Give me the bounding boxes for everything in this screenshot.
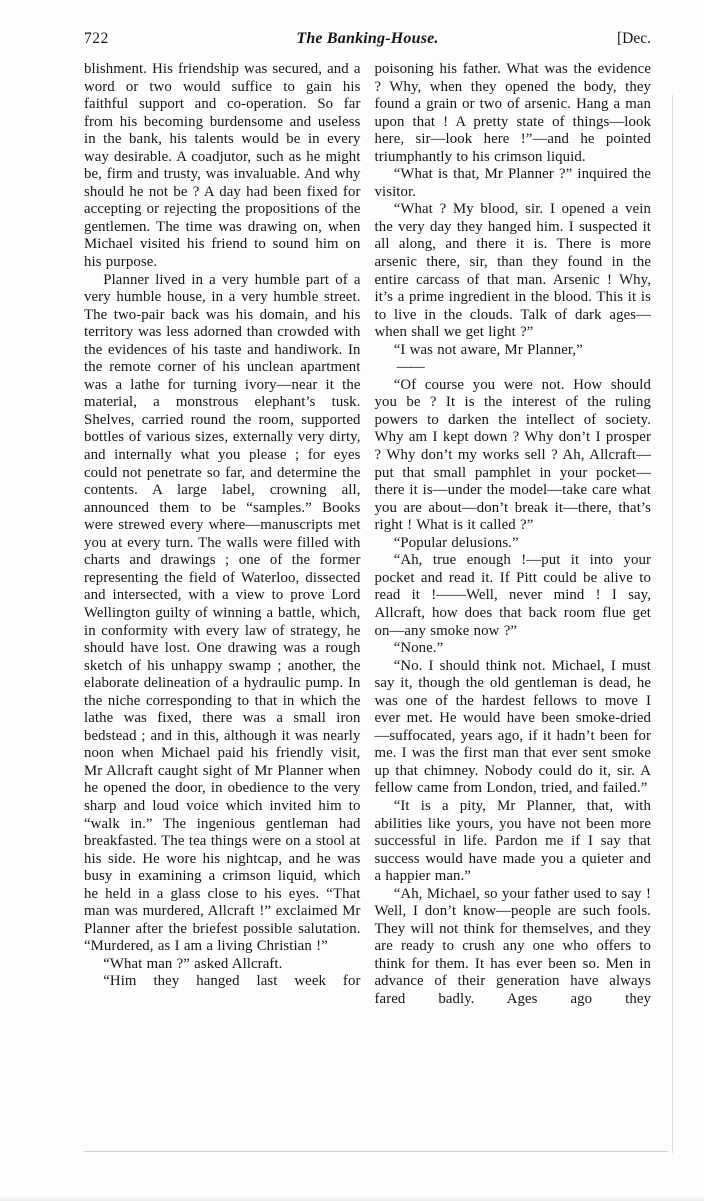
dash-separator: ——	[396, 359, 424, 376]
running-title: The Banking-House.	[296, 30, 439, 47]
page-header	[84, 30, 651, 48]
paragraph: Planner lived in a very humble part of a very humble house, in a very humble street. The two-pair back was his domain, and his territory was less adorned than crowded with the evidences of his taste and handiwork. In the remote corner of his unclean apartment was a lathe for turning ivory—near it the material, a monstrous elephant’s tusk. Shelves, carried round the room, supported bottles of various sizes, externally very dirty, and internally what you please ; for eyes could not penetrate so far, and determine the contents. A large label, crowning all, announced them to be “samples.” Books were strewed every where—manuscripts met you at every turn. The walls were filled with charts and drawings ; one of the former representing the field of Waterloo, dissected and intersected, with a view to prove Lord Wellington guilty of winning a battle, which, in conformity with every law of strategy, he should have lost. One drawing was a rough sketch of his unhappy swamp ; another, the elaborate delineation of a hydraulic pump. In the niche corresponding to that in which the lathe was fixed, there was a small iron bedstead ; and in this, although it was nearly noon when Michael paid his friendly visit, Mr Allcraft caught sight of Mr Planner when he opened the door, in obedience to the very sharp and loud voice which invited him to “walk in.” The ingenious gentleman had breakfasted. The tea things were on a stool at his side. He wore his nightcap, and he was busy in examining a crimson liquid, which he held in a glass close to his eyes. “That man was murdered, Allcraft !” exclaimed Mr Planner after the briefest possible salutation. “Murdered, as I am a living Christian !”	[84, 271, 361, 955]
paragraph: “I was not aware, Mr Planner,”	[393, 341, 583, 358]
paragraph: “What is that, Mr Planner ?” inquired the visitor.	[374, 166, 651, 200]
page-bottom-edge	[0, 1195, 704, 1201]
date-label: [Dec.	[617, 30, 651, 47]
paragraph: “Ah, true enough !—put it into your pocket and read it. If Pitt could be alive to read it !——Well, never mind ! I say, Allcraft, how does that back room flue get on—any smoke now ?”	[374, 552, 651, 639]
paragraph: “None.”	[393, 640, 444, 657]
paragraph: “What ? My blood, sir. I opened a vein the very day they hanged him. I suspected it all along, and there it is. There is more arsenic there, sir, than they found in the entire carcass of that man. Arsenic ! Why, it’s a prime ingredient in the blood. This it is to live in the clouds. Talk of dark ages—when shall we get light ?”	[374, 201, 651, 341]
paragraph: “No. I should think not. Michael, I must say it, though the old gentleman is dead, he was one of the hardest fellows to move I ever met. He would have been smoke-dried—suffocated, years ago, if it hadn’t been for me. I was the first man that ever sent smoke up that chimney. Nobody could do it, sir. A fellow came from London, tried, and failed.”	[374, 657, 651, 797]
page-number: 722	[84, 30, 109, 47]
paragraph: “Of course you were not. How should you be ? It is the interest of the ruling powers to darken the intellect of society. Why am I kept down ? Why don’t I prosper ? Why don’t my works sell ? Ah, Allcraft—put that small pamphlet in your pocket—there it is—under the model—take care what you are about—don’t break it—there, that’s right ! What is it called ?”	[374, 376, 651, 534]
paragraph: “Ah, Michael, so your father used to say ! Well, I don’t know—people are such fools. They will not think for themselves, and they are ready to crush any one who offers to think for them. It has ever been so. Men in advance of their generation have always fared badly. Ages ago they	[374, 885, 651, 1007]
paragraph: “What man ?” asked Allcraft.	[103, 955, 283, 972]
left-column	[84, 61, 361, 1009]
text-columns	[84, 61, 651, 1009]
paragraph: “It is a pity, Mr Planner, that, with abilities like yours, you have not been more successful in life. Pardon me if I say that success would have made you a quieter and a happier man.”	[374, 797, 651, 885]
scan-artifact-vertical-line	[672, 95, 673, 1153]
paragraph: “Popular delusions.”	[393, 534, 519, 551]
paragraph: “Him they hanged last week for	[103, 973, 361, 990]
right-column	[375, 61, 652, 1009]
scan-artifact-horizontal-line	[84, 1151, 668, 1152]
paragraph: poisoning his father. What was the evidence ? Why, when they opened the body, they found a grain or two of arsenic. Hang a man upon that ! A pretty state of things—look here, sir—look here !”—and he pointed triumphantly to his crimson liquid.	[374, 61, 651, 165]
paragraph: blishment. His friendship was secured, and a word or two would suffice to gain his faithful support and co-operation. So far from his becoming burdensome and useless in the bank, his talents would be in every way desirable. A coadjutor, such as he might be, firm and trusty, was invaluable. And why should he not be ? A day had been fixed for accepting or rejecting the propositions of the gentlemen. The time was drawing on, when Michael visited his friend to sound him on his purpose.	[84, 61, 361, 271]
